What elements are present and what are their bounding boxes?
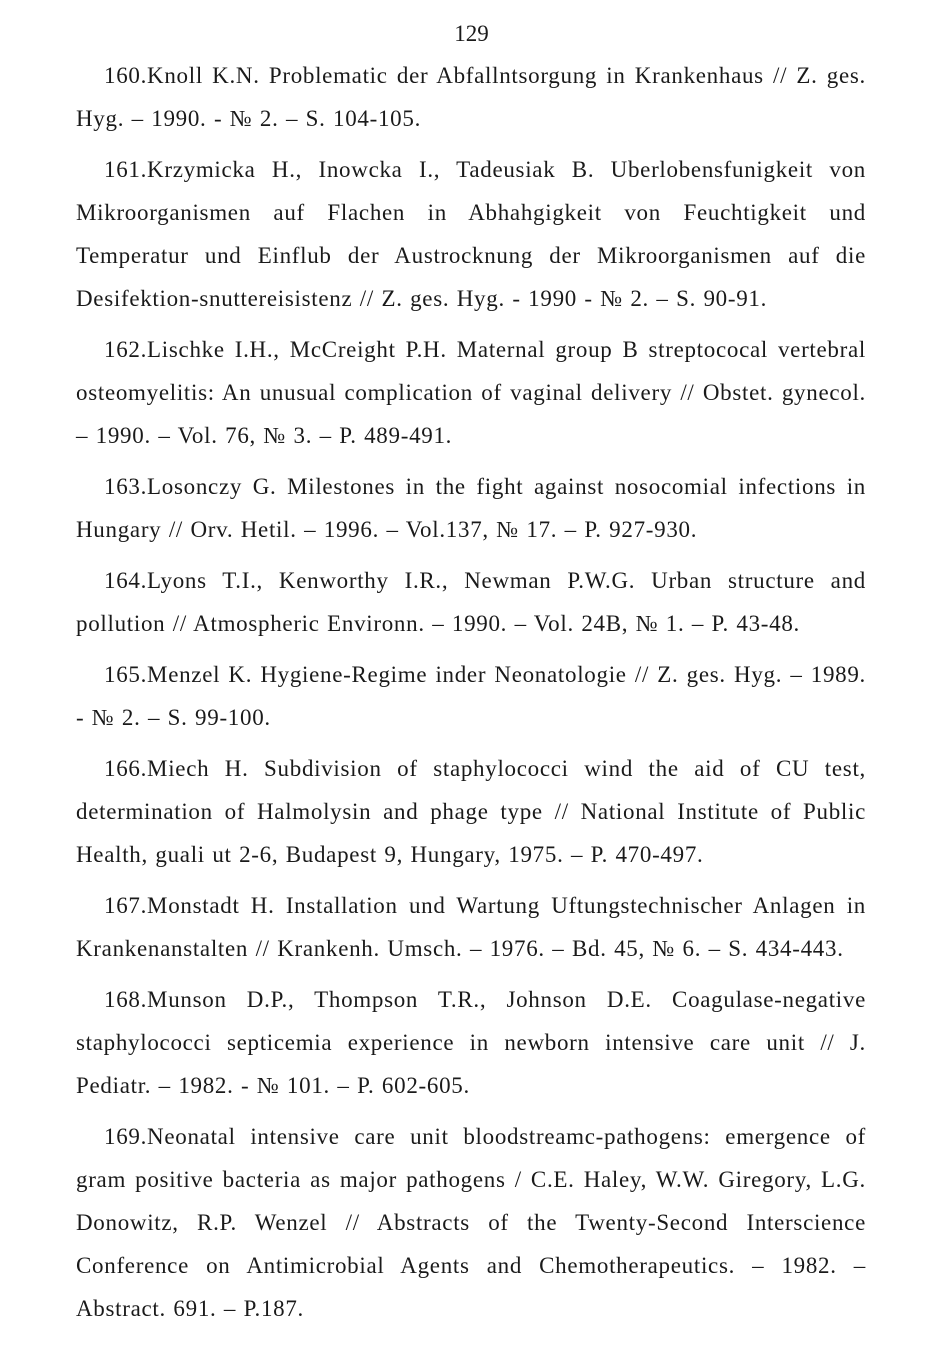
page-number: 129 bbox=[454, 21, 489, 46]
reference-168: 168.Munson D.P., Thompson T.R., Johnson D.E. Coagulase-negative staphylococci septicemia experience in newborn intensive care unit // J. Pediatr. – 1982. - № 101. – P. 602-605. bbox=[76, 987, 866, 1098]
reference-160: 160.Knoll K.N. Problematic der Abfallntsorgung in Krankenhaus // Z. ges. Hyg. – 1990. - № 2. – S. 104-105. bbox=[76, 63, 866, 131]
reference-162: 162.Lischke I.H., McCreight P.H. Maternal group B streptococal vertebral osteomyelitis: An unusual complication of vaginal delivery // Obstet. gynecol. – 1990. – Vol. 76, № 3. – P. 489-491. bbox=[76, 337, 866, 448]
reference-164: 164.Lyons T.I., Kenworthy I.R., Newman P.W.G. Urban structure and pollution // Atmospheric Environn. – 1990. – Vol. 24B, № 1. – P. 43-48. bbox=[76, 568, 866, 636]
reference-165: 165.Menzel K. Hygiene-Regime inder Neonatologie // Z. ges. Hyg. – 1989. - № 2. – S. 99-100. bbox=[76, 662, 866, 730]
reference-163: 163.Losonczy G. Milestones in the fight against nosocomial infections in Hungary // Orv. Hetil. – 1996. – Vol.137, № 17. – P. 927-930. bbox=[76, 474, 866, 542]
reference-161: 161.Krzymicka H., Inowcka I., Tadeusiak B. Uberlobensfunigkeit von Mikroorganismen auf Flachen in Abhahgigkeit von Feuchtigkeit und Temperatur und Einflub der Austrocknung der Mikroorganismen auf die Desifektion-snuttereisistenz // Z. ges. Hyg. - 1990 - № 2. – S. 90-91. bbox=[76, 157, 866, 311]
reference-169: 169.Neonatal intensive care unit bloodstreamc-pathogens: emergence of gram positive bacteria as major pathogens / C.E. Haley, W.W. Giregory, L.G. Donowitz, R.P. Wenzel // Abstracts of the Twenty-Second Interscience Conference on Antimicrobial Agents and Chemotherapeutics. – 1982. – Abstract. 691. – P.187. bbox=[76, 1124, 866, 1321]
reference-list bbox=[76, 54, 866, 1338]
reference-167: 167.Monstadt H. Installation und Wartung Uftungstechnischer Anlagen in Krankenanstalten // Krankenh. Umsch. – 1976. – Bd. 45, № 6. – S. 434-443. bbox=[76, 893, 866, 961]
reference-166: 166.Miech H. Subdivision of staphylococci wind the aid of CU test, determination of Halmolysin and phage type // National Institute of Public Health, guali ut 2-6, Budapest 9, Hungary, 1975. – P. 470-497. bbox=[76, 756, 866, 867]
